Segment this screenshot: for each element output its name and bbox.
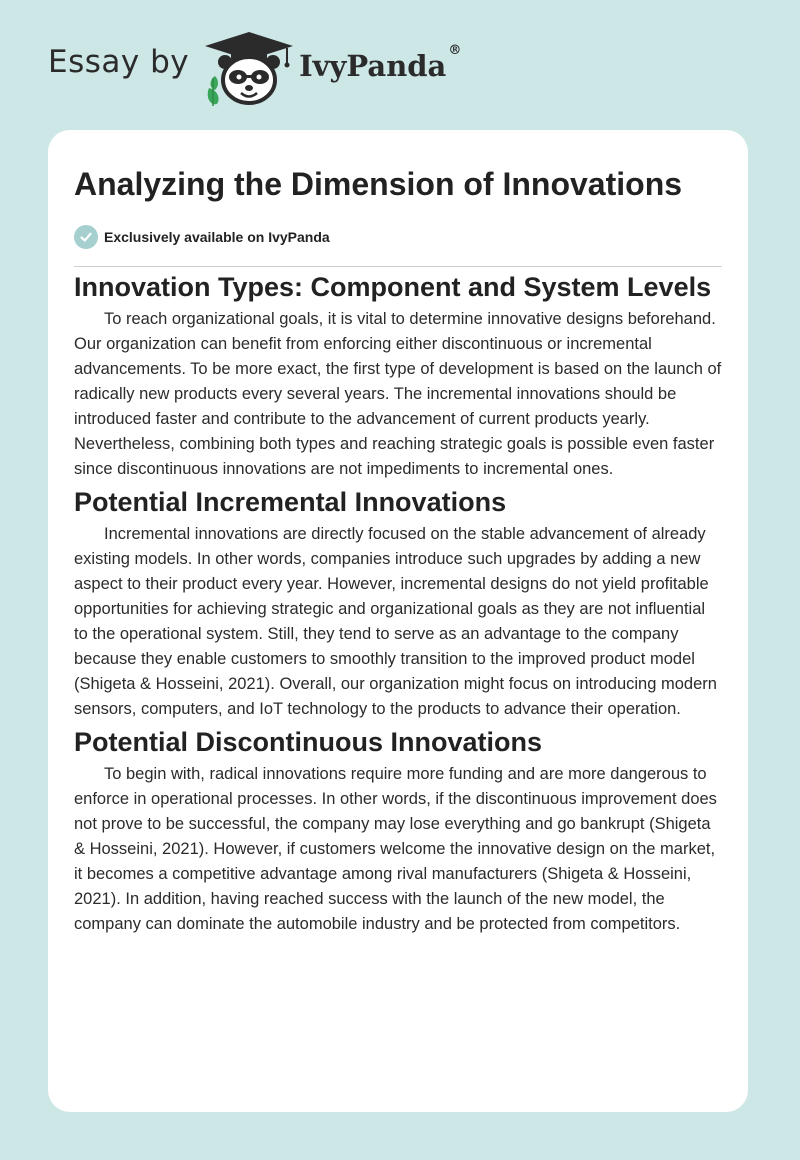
page-title: Analyzing the Dimension of Innovations bbox=[74, 166, 683, 202]
panda-mascot-icon bbox=[203, 28, 295, 108]
section-incremental-innovations bbox=[74, 482, 722, 722]
checkmark-icon bbox=[74, 225, 98, 249]
section-heading: Potential Incremental Innovations bbox=[74, 487, 507, 517]
registered-mark: ® bbox=[448, 43, 462, 58]
exclusive-label: Exclusively available on IvyPanda bbox=[104, 229, 330, 245]
section-innovation-types bbox=[74, 267, 722, 482]
section-paragraph: Incremental innovations are directly focused on the stable advancement of already existing models. In other words, companies introduce such upgrades by adding a new aspect to their product every year. However, incremental designs do not yield profitable opportunities for achieving strategic and organizational goals as they are not influential to the operational system. Still, they tend to serve as an advantage to the company because they enable customers to smoothly transition to the improved product model (Shigeta & Hosseini, 2021). Overall, our organization might focus on introducing modern sensors, computers, and IoT technology to the products to advance their operation. bbox=[74, 525, 717, 718]
section-heading: Potential Discontinuous Innovations bbox=[74, 727, 543, 757]
exclusive-badge bbox=[74, 224, 722, 250]
section-heading: Innovation Types: Component and System Levels bbox=[74, 272, 712, 302]
section-paragraph: To begin with, radical innovations require more funding and are more dangerous to enforce in operational processes. In other words, if the discontinuous improvement does not prove to be successful, the company may lose everything and go bankrupt (Shigeta & Hosseini, 2021). However, if customers welcome the innovative design on the market, it becomes a competitive advantage among rival manufacturers (Shigeta & Hosseini, 2021). In addition, having reached success with the launch of the new model, the company can dominate the automobile industry and be protected from competitors. bbox=[74, 765, 717, 933]
essay-card bbox=[48, 130, 748, 1112]
section-paragraph: To reach organizational goals, it is vital to determine innovative designs beforehand. Our organization can benefit from enforcing either discontinuous or incremental advancements. To be more exact, the first type of development is based on the launch of radically new products every several years. The incremental innovations should be introduced faster and contribute to the advancement of current products yearly. Nevertheless, combining both types and reaching strategic goals is possible even faster since discontinuous innovations are not impediments to incremental ones. bbox=[74, 310, 722, 478]
brand-name: IvyPanda ® bbox=[299, 43, 462, 83]
section-discontinuous-innovations bbox=[74, 722, 722, 937]
brand-prefix: Essay by bbox=[48, 44, 190, 80]
brand-header[interactable] bbox=[48, 28, 461, 108]
